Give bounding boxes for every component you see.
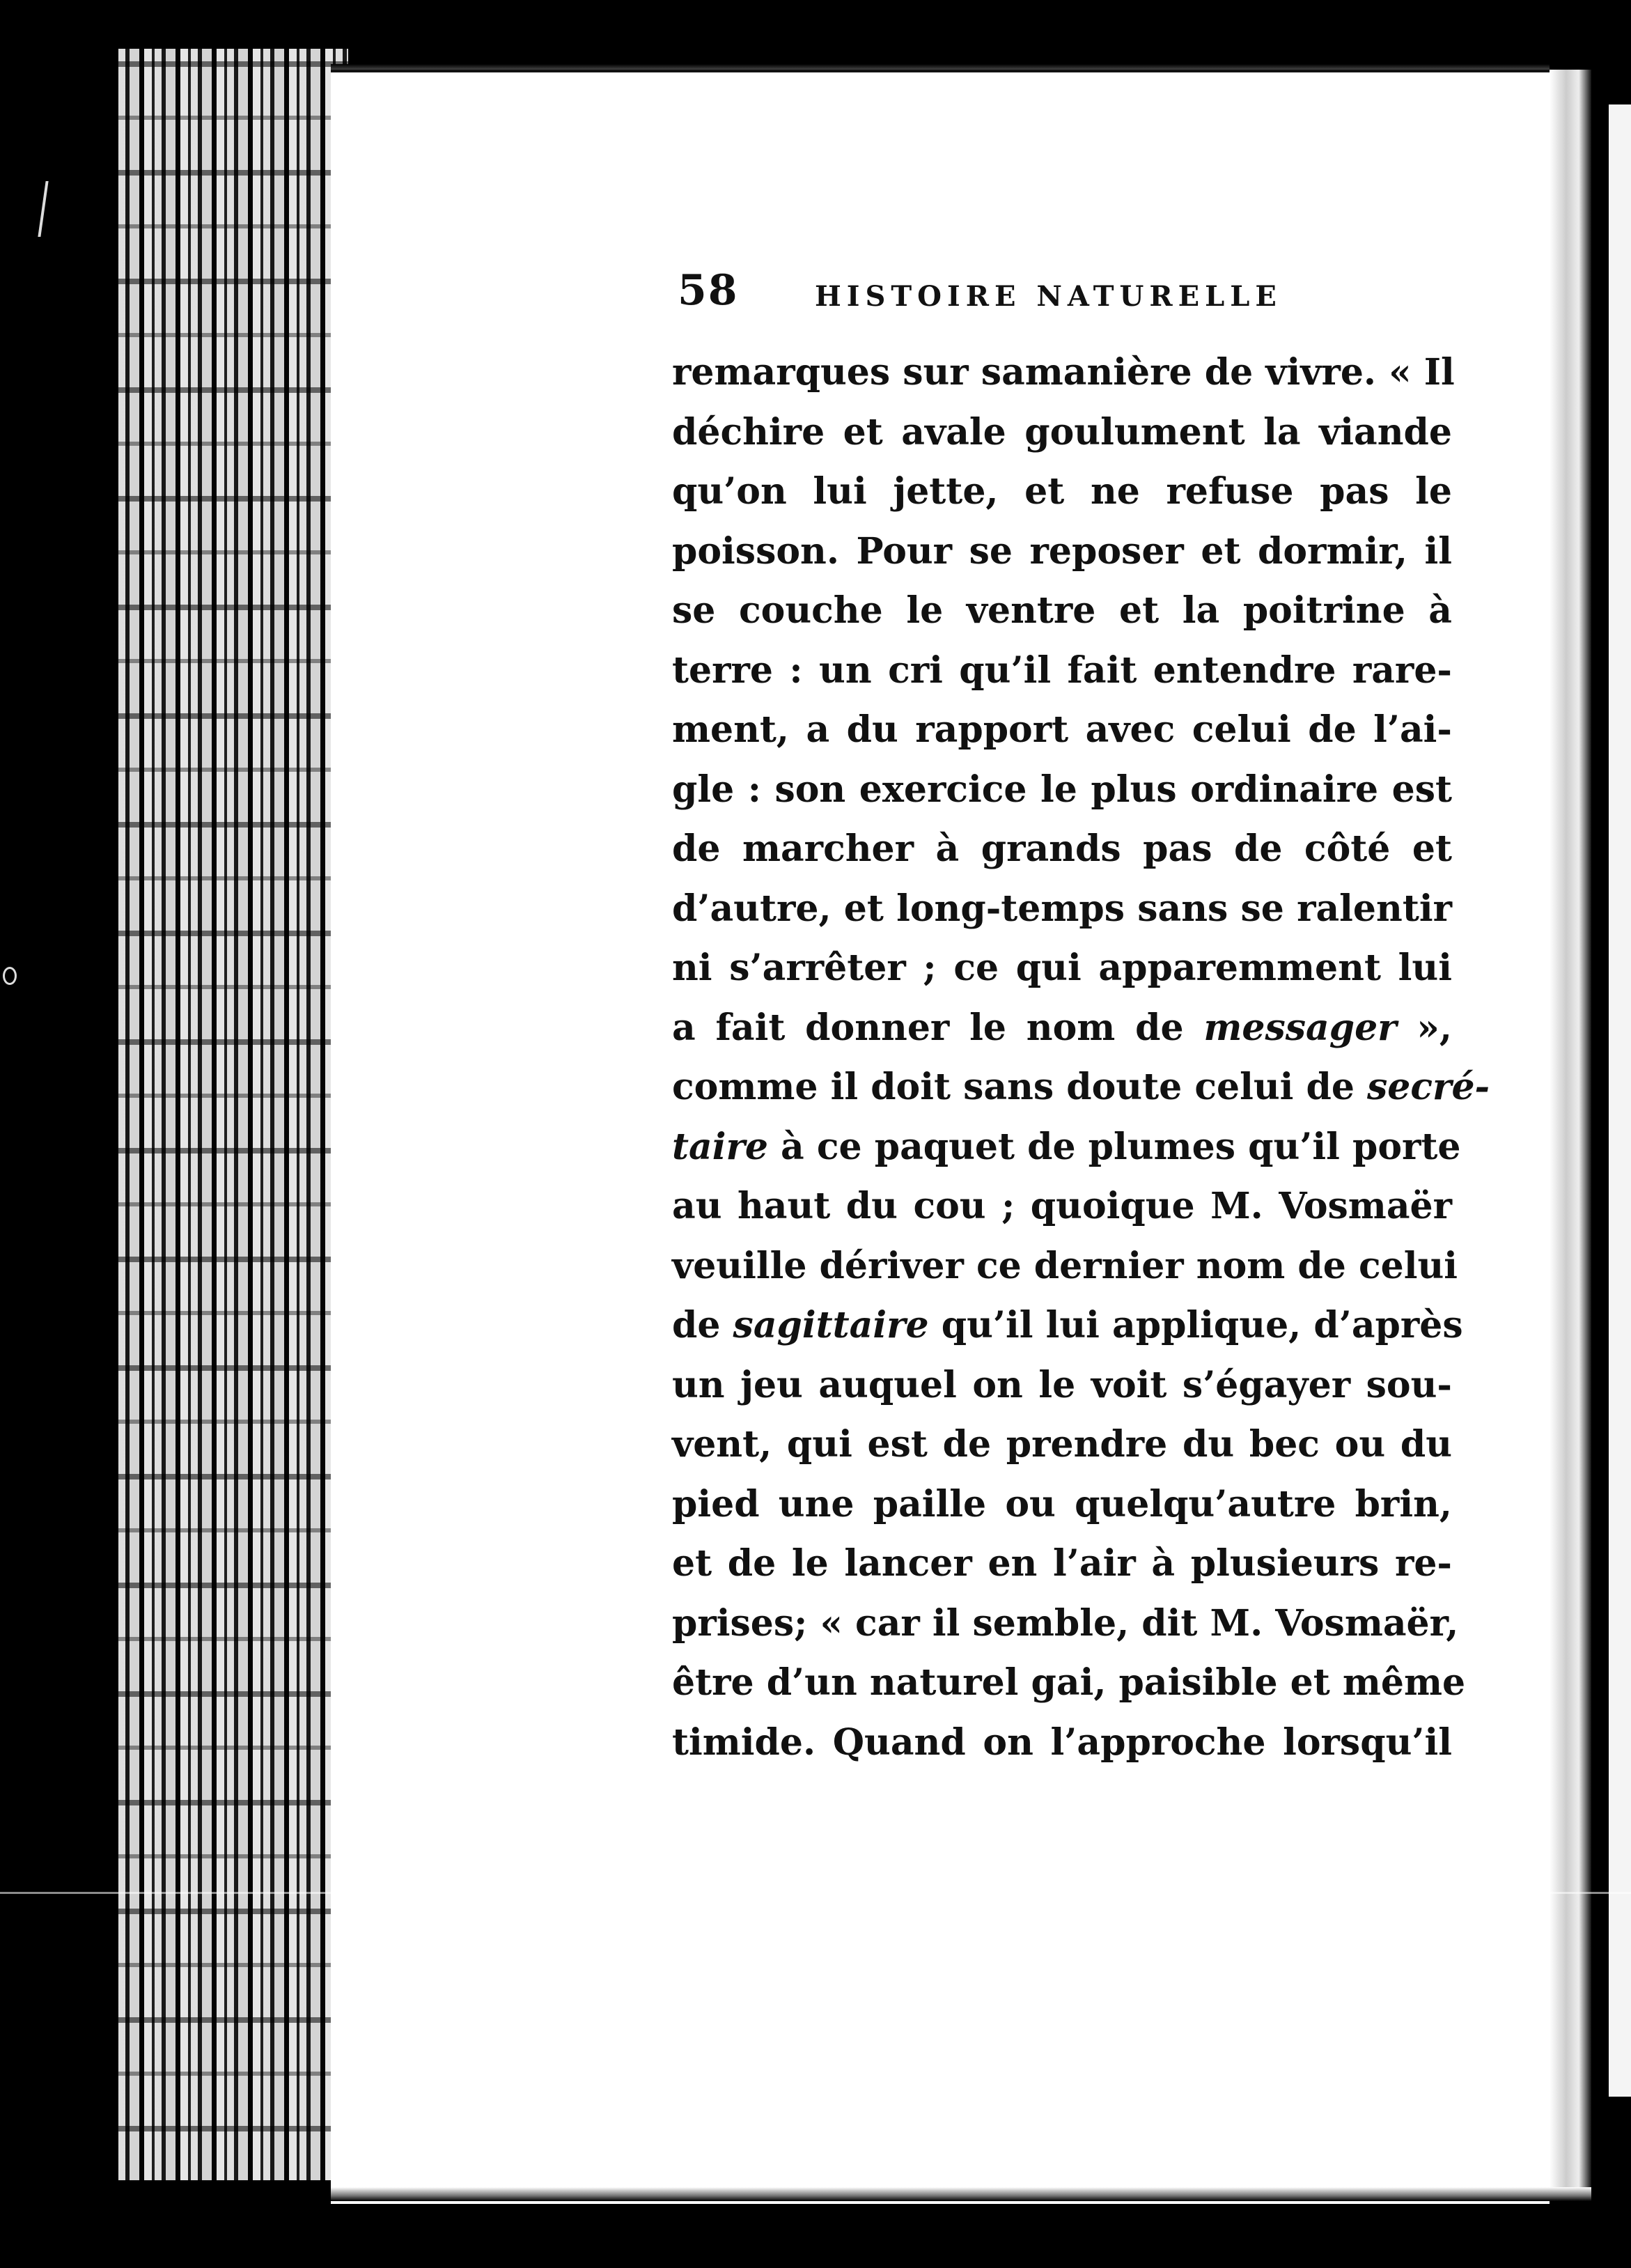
- text-line: [672, 581, 1452, 641]
- running-head-title: HISTOIRE NATURELLE: [815, 280, 1282, 313]
- text-line: [672, 343, 1455, 403]
- text-line: [672, 641, 1452, 701]
- text-line: [672, 700, 1452, 760]
- text-line: [672, 522, 1452, 582]
- line-text: être d’un naturel gai, paisible et même: [672, 1661, 1466, 1704]
- line-text: gle : son exercice le plus ordinaire est: [672, 768, 1452, 811]
- page-gutter-edge: [1550, 70, 1591, 2201]
- line-text: remarques sur samanière de vivre. « Il: [672, 351, 1455, 394]
- line-text: veuille dériver ce dernier nom de celui: [672, 1244, 1458, 1287]
- scanner-artifact-line: [0, 1892, 1631, 1894]
- text-line: [672, 819, 1452, 879]
- line-text: »,: [1396, 1006, 1452, 1049]
- text-line: [672, 879, 1452, 939]
- line-text: à ce paquet de plumes qu’il porte: [767, 1125, 1461, 1168]
- line-text: au haut du cou ; quoique M. Vosmaër: [672, 1185, 1452, 1227]
- text-line: [672, 1176, 1452, 1236]
- line-text: timide. Quand on l’approche lorsqu’il: [672, 1721, 1452, 1764]
- line-text: un jeu auquel on le voit s’égayer sou-: [672, 1363, 1452, 1406]
- text-line: [672, 760, 1452, 820]
- line-text: pied une paille ou quelqu’autre brin,: [672, 1482, 1452, 1525]
- italic-term: secré-: [1367, 1066, 1490, 1108]
- text-line: [672, 1057, 1490, 1117]
- line-text: et de le lancer en l’air à plusieurs re-: [672, 1542, 1452, 1585]
- italic-term: taire: [672, 1125, 768, 1168]
- line-text: ni s’arrêter ; ce qui apparemment lui: [672, 947, 1452, 989]
- page-text-block: [672, 266, 1490, 1772]
- page-number: 58: [678, 266, 739, 315]
- text-line: [672, 1117, 1461, 1177]
- text-line: [672, 1415, 1452, 1475]
- text-line: [672, 1534, 1452, 1594]
- text-line: [672, 1356, 1452, 1415]
- margin-mark: [38, 181, 76, 237]
- text-line: [672, 1236, 1458, 1296]
- line-text: de marcher à grands pas de côté et: [672, 828, 1452, 870]
- line-text: déchire et avale goulument la viande: [672, 410, 1452, 453]
- line-text: prises; « car il semble, dit M. Vosmaër,: [672, 1601, 1459, 1645]
- line-text: a fait donner le nom de: [672, 1006, 1204, 1049]
- line-text: de: [672, 1304, 733, 1346]
- line-text: qu’il lui applique, d’après: [928, 1304, 1463, 1346]
- text-line: [672, 1475, 1452, 1535]
- margin-dot: [3, 967, 17, 985]
- page-bottom-edge: [331, 2187, 1591, 2201]
- line-text: se couche le ventre et la poitrine à: [672, 589, 1452, 632]
- text-line: [672, 403, 1452, 463]
- text-line: [672, 1594, 1459, 1654]
- text-line: [672, 1713, 1452, 1773]
- line-text: ment, a du rapport avec celui de l’ai-: [672, 708, 1452, 751]
- text-line: [672, 1653, 1466, 1713]
- line-text: comme il doit sans doute celui de: [672, 1066, 1368, 1108]
- text-line: [672, 938, 1452, 998]
- body-text: [672, 343, 1490, 1772]
- page-edge-shading: [118, 49, 348, 2180]
- italic-term: messager: [1203, 1006, 1397, 1049]
- text-line: [672, 998, 1452, 1058]
- italic-term: sagittaire: [733, 1304, 929, 1346]
- line-text: d’autre, et long-temps sans se ralentir: [672, 887, 1452, 930]
- text-line: [672, 1296, 1463, 1356]
- line-text: terre : un cri qu’il fait entendre rare-: [672, 648, 1452, 692]
- facing-page-edge: [1609, 104, 1631, 2097]
- line-text: qu’on lui jette, et ne refuse pas le: [672, 470, 1452, 513]
- running-head: [672, 266, 1462, 343]
- text-line: [672, 462, 1452, 522]
- line-text: poisson. Pour se reposer et dormir, il: [672, 529, 1452, 573]
- line-text: vent, qui est de prendre du bec ou du: [672, 1423, 1452, 1466]
